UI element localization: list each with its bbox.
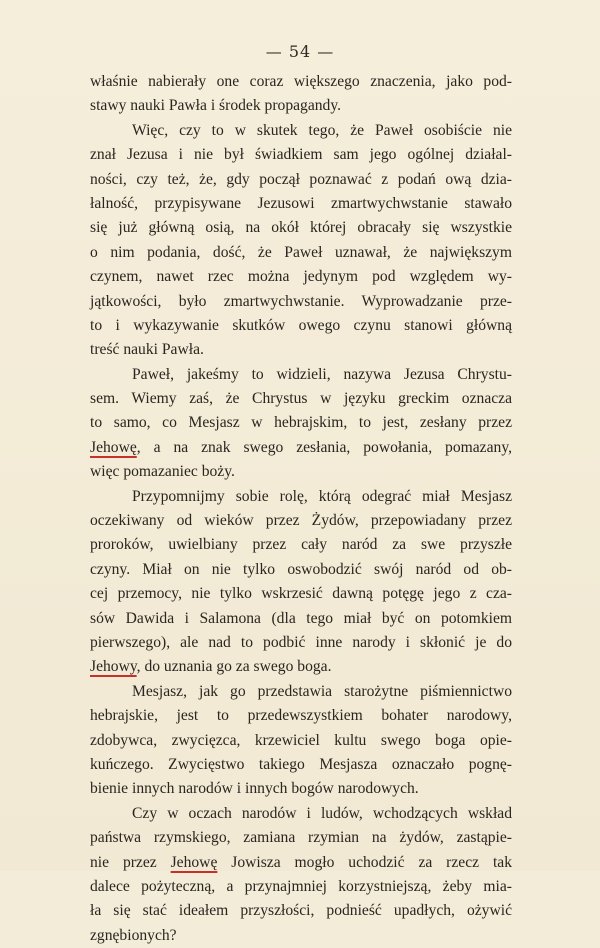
text-span: bienie innych narodów i innych bogów narodowych. <box>90 780 419 798</box>
text-line <box>90 314 512 338</box>
text-line <box>90 826 512 850</box>
text-span: łalność, przypisywane Jezusowi zmartwychwstanie stawało <box>90 194 512 212</box>
text-line <box>90 70 512 94</box>
text-span: się już główną osią, na okół której obracały się wszystkie <box>90 219 512 237</box>
text-line <box>90 168 512 192</box>
text-line <box>90 753 512 777</box>
text-line <box>90 241 512 265</box>
text-span: dalece pożyteczną, a przynajmniej korzystniejszą, żeby mia- <box>90 877 512 895</box>
text-span: nie przez <box>90 853 171 871</box>
text-span: więc pomazaniec boży. <box>90 463 235 481</box>
text-span: właśnie nabierały one coraz większego znaczenia, jako pod- <box>90 73 512 90</box>
text-line <box>90 729 512 753</box>
text-span: oczekiwany od wieków przez Żydów, przepowiadany przez <box>90 512 512 530</box>
text-line <box>90 119 512 143</box>
underlined-word: Jehowę <box>90 438 137 456</box>
text-span: państwa rzymskiego, zamiana rzymian na żydów, zastąpie- <box>90 829 512 847</box>
text-line <box>90 655 512 679</box>
text-line <box>90 924 512 948</box>
text-line <box>90 265 512 289</box>
text-span: Przypomnijmy sobie rolę, którą odegrać miał Mesjasz <box>132 487 512 505</box>
text-line <box>90 411 512 435</box>
underlined-word: Jehowę <box>170 853 218 871</box>
text-line <box>90 899 512 923</box>
text-span: Więc, czy to w skutek tego, że Paweł osobiście nie <box>132 121 512 139</box>
text-span: sem. Wiemy zaś, że Chrystus w języku greckim oznacza <box>90 390 512 408</box>
text-span: ła się stać ideałem przyszłości, podnieść upadłych, ożywić <box>90 902 512 920</box>
text-span: Paweł, jakeśmy to widzieli, nazywa Jezusa Chrystu- <box>132 365 512 383</box>
text-line <box>90 363 512 387</box>
text-line <box>90 631 512 655</box>
text-line <box>90 94 512 118</box>
text-line <box>90 460 512 484</box>
text-span: stawy nauki Pawła i środek propagandy. <box>90 97 342 115</box>
text-line <box>90 875 512 899</box>
text-line <box>90 485 512 509</box>
text-line <box>90 704 512 728</box>
body-text <box>90 70 512 948</box>
text-line <box>90 436 512 460</box>
text-line <box>90 777 512 801</box>
text-span: zgnębionych? <box>90 926 177 944</box>
text-span: cej przemocy, nie tylko wskrzesić dawną potęgę jego z cza- <box>90 585 512 603</box>
text-span: Czy w oczach narodów i ludów, wchodzących wskład <box>132 804 512 822</box>
text-span: treść nauki Pawła. <box>90 341 204 359</box>
text-span: znał Jezusa i nie był świadkiem sam jego ogólnej działal- <box>90 146 512 164</box>
text-line <box>90 192 512 216</box>
text-span: sów Dawida i Salamona (dla tego miał być on potomkiem <box>90 609 512 627</box>
text-line <box>90 533 512 557</box>
text-line <box>90 607 512 631</box>
text-span: czynem, nawet rzec można jedynym pod względem wy- <box>90 268 512 286</box>
text-span: hebrajskie, jest to przedewszystkiem bohater narodowy, <box>90 707 512 725</box>
underlined-word: Jehowy <box>90 658 137 676</box>
text-span: o nim podania, dość, że Paweł uznawał, że największym <box>90 243 512 261</box>
text-line <box>90 582 512 606</box>
text-line <box>90 558 512 582</box>
text-span: , do uznania go za swego boga. <box>136 658 332 676</box>
text-span: , a na znak swego zesłania, powołania, pomazany, <box>136 438 512 456</box>
text-span: Jowisza mogło uchodzić za rzecz tak <box>217 853 512 871</box>
text-span: zdobywca, zwycięzca, krzewiciel kultu swego boga opie- <box>90 731 512 749</box>
text-line <box>90 851 512 875</box>
text-span: czyny. Miał on nie tylko oswobodzić swój naród od ob- <box>90 560 512 578</box>
text-span: Mesjasz, jak go przedstawia starożytne piśmiennictwo <box>132 682 512 700</box>
text-line <box>90 143 512 167</box>
text-line <box>90 509 512 533</box>
page-number: — 54 — <box>265 42 335 61</box>
text-span: ności, czy też, że, gdy począł poznawać z podań ową dzia- <box>90 170 512 188</box>
text-span: to i wykazywanie skutków owego czynu stanowi główną <box>90 316 512 334</box>
text-span: kuńczego. Zwycięstwo takiego Mesjasza oznaczało pognę- <box>90 755 512 773</box>
text-line <box>90 216 512 240</box>
text-line <box>90 387 512 411</box>
text-line <box>90 802 512 826</box>
text-line <box>90 290 512 314</box>
text-span: to samo, co Mesjasz w hebrajskim, to jest, zesłany przez <box>90 414 512 432</box>
text-span: proroków, uwielbiany przez cały naród za swe przyszłe <box>90 536 512 554</box>
text-line <box>90 338 512 362</box>
text-line <box>90 680 512 704</box>
text-span: pierwszego), ale nad to podbić inne narody i skłonić je do <box>90 633 512 651</box>
text-span: jątkowości, było zmartwychwstanie. Wyprowadzanie prze- <box>90 292 512 310</box>
